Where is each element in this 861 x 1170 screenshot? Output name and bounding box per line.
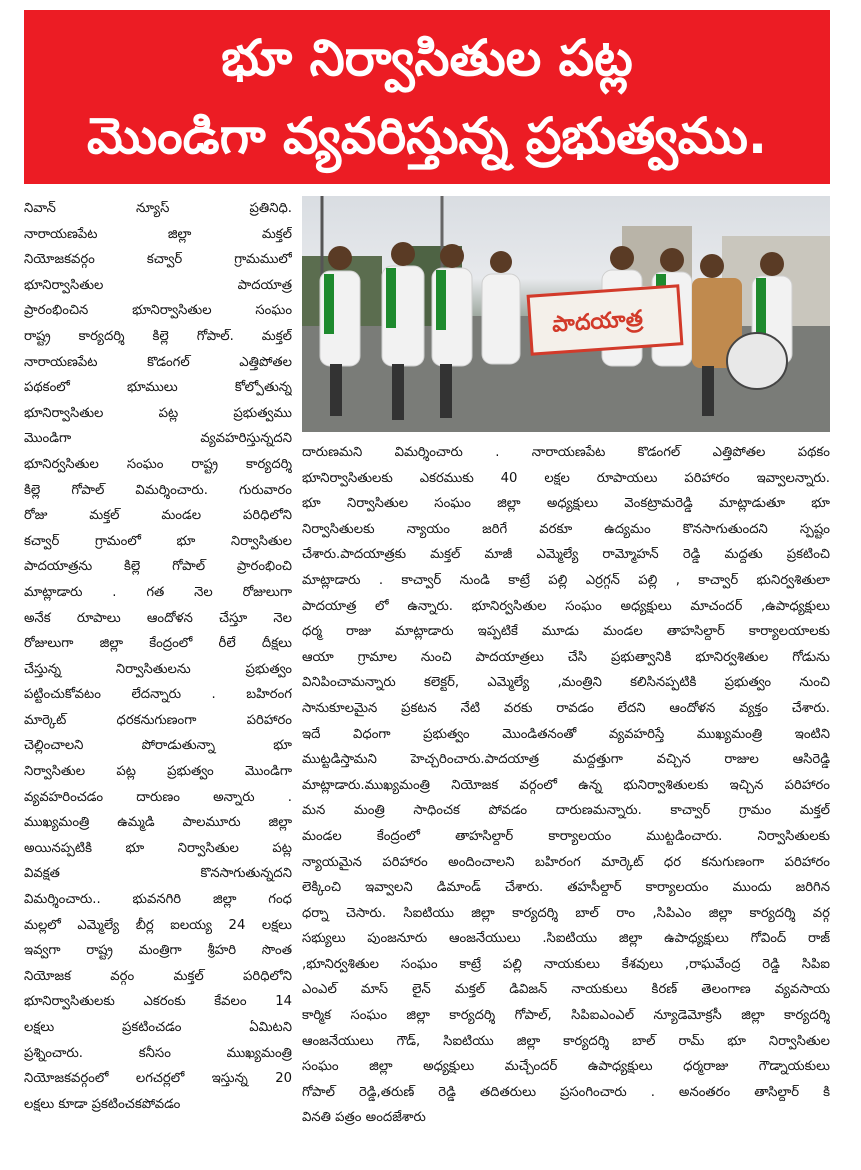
left-column-line: భూనిర్వాసితుల పాదయాత్ర (24, 277, 292, 293)
left-column-line: రోజులుగా జిల్లా కేంద్రంలో రీలే దీక్షలు (24, 636, 292, 652)
left-column-line: భూనిర్వసితుల సంఘం రాష్ట్ర కార్యదర్శి (24, 456, 292, 472)
right-column-line: మన మంత్రి సాధించక పోవడం దారుణమన్నారు. కాచ్వార్ గ్రామం మక్తల్ (302, 803, 830, 819)
right-column-line: పాదయాత్ర లో ఉన్నారు. భూనిర్వసితుల సంఘం అధ్యక్షులు మాచందర్ ,ఉపాధ్యక్షులు (302, 598, 830, 614)
left-column-line: నారాయణపేట కొడంగల్ ఎత్తిపోతల (24, 354, 292, 370)
left-column-line: మాట్లాడారు . గత నెల రోజులుగా (24, 584, 292, 600)
right-column-line: భూ నిర్వాసితుల సంఘం జిల్లా అధ్యక్షులు వెంకట్రామరెడ్డి మాట్లాడుతూ భూ (302, 496, 830, 512)
left-column-line: మల్లలో ఎమ్మెల్యే బీర్ల ఐలయ్య 24 లక్షలు (24, 917, 292, 933)
left-column-line: నిర్వాసితుల పట్ల ప్రభుత్వం మొండిగా (24, 764, 292, 780)
right-column-line: సానుకూలమైన ప్రకటన నేటి వరకు రావడం లేదని ఆందోళన వ్యక్తం చేశారు. (302, 700, 830, 716)
rally-photo-illustration (302, 196, 830, 432)
right-column-line: సభ్యులు పుంజనూరు ఆంజనేయులు .సిఐటియు జిల్లా ఉపాధ్యక్షులు గోవింద్ రాజ్ (302, 931, 830, 947)
left-column-line: లక్షలు ప్రకటించడం ఏమిటని (24, 1020, 292, 1035)
right-column-line: ఆయా గ్రామాల నుంచి పాదయాత్రలు చేసి ప్రభుత్వానికి భూనిర్వశితుల గోడును (302, 649, 830, 665)
left-column-line: అయినప్పటికి భూ నిర్వాసితుల పట్ల (24, 840, 292, 856)
right-column-line: సంఘం జిల్లా అధ్యక్షులు మచ్చేందర్ ఉపాధ్యక్షులు ధర్మరాజు గౌడ్నాయకులు (302, 1059, 830, 1075)
left-column-line: లక్షలు కూడా ప్రకటించకపోవడం (24, 1096, 181, 1112)
right-column-line: ,భూనిర్వశితుల సంఘం కాట్రే పల్లి నాయకులు కేశవులు ,రాఘవేంద్ర రెడ్డి సిపిఐ (302, 956, 830, 972)
right-column-line: వినిపించామన్నారు కలెక్టర్, ఎమ్మెల్యే ,మంత్రిని కలిసినప్పటికి ప్రభుత్వం నుంచి (302, 675, 830, 691)
right-column-line: మాట్లాడారు . కాచ్వార్ నుండి కాట్రే పల్లి ఎర్రగ్గన్ పల్లి , కాచ్వార్ భునిర్వశితులా (302, 572, 830, 588)
left-column-line: కచ్వార్ గ్రామంలో భూ నిర్వాసితుల (24, 533, 292, 549)
right-column-line: ధర్మ రాజు మాట్లాడారు ఇప్పటికే మూడు మండల తాహసిల్దార్ కార్యాలయాలకు (302, 624, 830, 640)
left-column-line: నారాయణపేట జిల్లా మక్తల్ (24, 226, 292, 242)
banner-text: పాదయాత్ర (551, 306, 644, 338)
left-column-line: ఇవ్వగా రాష్ట్ర మంత్రిగా శ్రీహరి సొంత (24, 943, 292, 959)
left-column-line: కిల్లె గోపాల్ విమర్శించారు. గురువారం (24, 482, 292, 498)
left-column-line: చెల్లించాలని పోరాడుతున్నా భూ (24, 738, 292, 754)
left-column-line: విమర్శించారు.. భువనగిరి జిల్లా గంధ (24, 892, 292, 908)
left-column-line: నియోజక వర్గం మక్తల్ పరిధిలోని (24, 968, 292, 984)
left-column-line: పథకంలో భూములు కోల్పోతున్న (24, 380, 292, 396)
headline-line-1: భూ నిర్వాసితుల పట్ల (221, 29, 633, 87)
left-column-line: నియోజకవర్గం కచ్వార్ గ్రామములో (24, 252, 292, 268)
left-column-line: ప్రశ్నించారు. కనీసం ముఖ్యమంత్రి (24, 1045, 292, 1061)
left-column-line: చేస్తున్న నిర్వాసితులను ప్రభుత్వం (24, 661, 292, 677)
left-column-line: అనేక రూపాలు ఆందోళన చేస్తూ నెల (24, 610, 292, 626)
right-column-line: ముట్టడిస్తామని హెచ్చరించారు.పాదయాత్ర మద్దత్తుగా వచ్చిన రాజుల ఆసిరెడ్డి (302, 752, 830, 768)
right-column-line: చేశారు.పాదయాత్రకు మక్తల్ మాజీ ఎమ్మెల్యే రామ్మోహన్ రెడ్డి మద్దతు ప్రకటించి (302, 547, 830, 563)
left-column-line: ముఖ్యమంత్రి ఉమ్మడి పాలమూరు జిల్లా (24, 815, 292, 831)
left-column-line: పట్టించుకోవటం లేదన్నారు . బహిరంగ (24, 687, 292, 703)
left-column-line: మొండిగా వ్యవహరిస్తున్నదని (24, 431, 292, 447)
left-column-line: రోజు మక్తల్ మండల పరిధిలోని (24, 508, 292, 524)
left-article-column (24, 196, 292, 1117)
right-column-line: మాట్లాడారు.ముఖ్యమంత్రి నియోజక వర్గంలో ఉన్న భునిర్వాశితులకు ఇచ్చిన పరిహారం (302, 777, 830, 793)
left-column-line: భూనిర్వాసితులకు ఎకరంకు కేవలం 14 (24, 994, 292, 1010)
left-column-line: ప్రారంభించిన భూనిర్వాసితుల సంఘం (24, 303, 292, 319)
right-column-line: నిర్వాసితులకు న్యాయం జరిగే వరకూ ఉద్యమం కొనసాగుతుందని స్పష్టం (302, 521, 830, 537)
left-column-line: పాదయాత్రను కిల్లె గోపాల్ ప్రారంభించి (24, 559, 292, 575)
right-column-line: మండల కేంద్రంలో తాహసిల్దార్ కార్యాలయం ముట్టడించారు. నిర్వాసితులకు (302, 828, 830, 844)
right-column-line: ఆంజనేయులు గౌడ్, సిఐటియు జిల్లా కార్యదర్శి బాల్ రామ్ భూ నిర్వాసితుల (302, 1033, 830, 1049)
right-column-line: వినతి పత్రం అందజేశారు (302, 1110, 426, 1126)
right-column-line: ఇదే విధంగా ప్రభుత్వం మొండితనంతో వ్యవహరిస్తే ముఖ్యమంత్రి ఇంటిని (302, 726, 830, 742)
left-column-line: భూనిర్వాసితుల పట్ల ప్రభుత్వము (24, 405, 292, 421)
left-column-line: రాష్ట్ర కార్యదర్శి కిల్లె గోపాల్. మక్తల్ (24, 328, 292, 344)
left-column-line: మార్కెట్ ధరకనుగుణంగా పరిహారం (24, 712, 292, 728)
right-column-line: గోపాల్ రెడ్డి,తరుణ్ రెడ్డి తదితరులు ప్రసంగించారు . అనంతరం తాసిల్దార్ కి (302, 1084, 830, 1100)
right-column-line: కార్మిక సంఘం జిల్లా కార్యదర్శి గోపాల్, సిపిఐఎంఎల్ న్యూడెమోక్రసీ జిల్లా కార్యదర్శి (302, 1008, 830, 1024)
left-column-line: నివాన్ న్యూస్ ప్రతినిధి. (24, 201, 292, 216)
right-column-line: ఎంఎల్ మాస్ లైన్ మక్తల్ డివిజన్ నాయకులు కిరణ్ తెలంగాణ వ్యవసాయ (302, 982, 830, 998)
rally-photo (302, 196, 830, 432)
headline-banner (24, 10, 830, 184)
left-column-line: నియోజకవర్గంలో లగచర్లలో ఇస్తున్న 20 (24, 1071, 292, 1087)
right-column-line: ధర్నా చెసారు. సిఐటియు జిల్లా కార్యదర్శి బాల్ రాం ,సిపిఎం జిల్లా కార్యదర్శి వర్గ (302, 905, 830, 921)
right-column-line: న్యాయమైన పరిహారం అందించాలని బహిరంగ మార్కెట్ ధర కనుగుణంగా పరిహారం (302, 854, 830, 870)
headline-line-2: మొండిగా వ్యవరిస్తున్న ప్రభుత్వము. (87, 107, 767, 165)
right-article-column (302, 440, 830, 1131)
right-column-line: భూనిర్వాసితులకు ఎకరముకు 40 లక్షల రూపాయలు పరిహారం ఇవ్వాలన్నారు. (302, 470, 830, 486)
right-column-line: దారుణమని విమర్శించారు . నారాయణపేట కొడంగల్ ఎత్తిపోతల పథకం (302, 445, 830, 460)
left-column-line: వివక్షత కొనసాగుతున్నదని (24, 866, 292, 882)
left-column-line: వ్యవహరించడం దారుణం అన్నారు . (24, 789, 292, 805)
right-column-line: లెక్కించి ఇవ్వాలని డిమాండ్ చేశారు. తహసీల్దార్ కార్యాలయం ముందు జరిగిన (302, 880, 830, 896)
